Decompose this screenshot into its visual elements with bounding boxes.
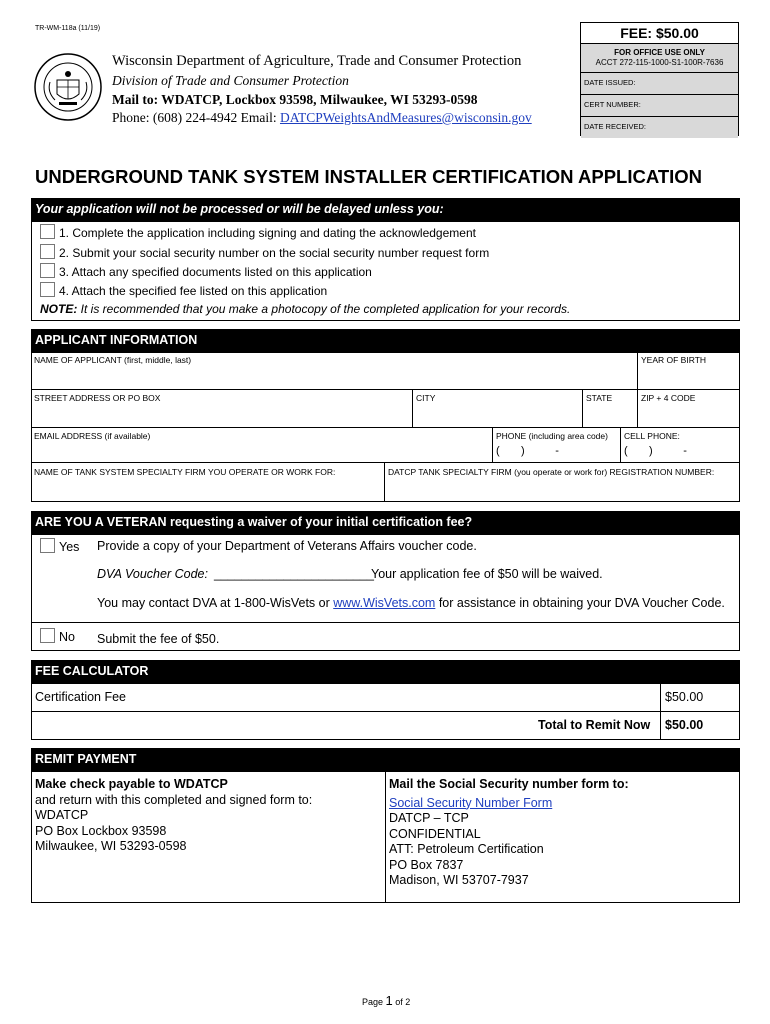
- veteran-yes: [40, 538, 79, 554]
- phone-mask: ( ) -: [496, 445, 559, 457]
- remit-right-title: Mail the Social Security number form to:: [389, 777, 629, 791]
- total-label: Total to Remit Now: [538, 718, 651, 732]
- instructions-header: Your application will not be processed or will be delayed unless you:: [31, 198, 740, 221]
- remit-left-line: and return with this completed and signed form to:: [35, 792, 313, 807]
- instruction-item: [40, 263, 372, 279]
- veteran-no-checkbox[interactable]: [40, 628, 55, 643]
- remit-right-line: CONFIDENTIAL: [389, 826, 481, 841]
- remit-left-line: WDATCP: [35, 808, 89, 822]
- instruction-text: 3. Attach any specified documents listed on this application: [59, 265, 372, 279]
- veteran-yes-checkbox[interactable]: [40, 538, 55, 553]
- city-label: CITY: [416, 393, 436, 403]
- dva-contact: [97, 596, 725, 610]
- instruction-item: [40, 224, 476, 240]
- cert-fee-label: Certification Fee: [35, 690, 127, 704]
- cert-fee-amount: $50.00: [665, 690, 704, 704]
- note-label: NOTE:: [40, 302, 78, 316]
- firm-label: NAME OF TANK SYSTEM SPECIALTY FIRM YOU OPERATE OR WORK FOR:: [34, 467, 336, 477]
- remit-left-line: PO Box Lockbox 93598: [35, 823, 167, 838]
- veteran-header: ARE YOU A VETERAN requesting a waiver of your initial certification fee?: [31, 511, 740, 534]
- page-title: UNDERGROUND TANK SYSTEM INSTALLER CERTIFICATION APPLICATION: [35, 166, 703, 187]
- instruction-item: [40, 282, 327, 298]
- wisvets-link[interactable]: www.WisVets.com: [333, 596, 436, 610]
- office-use-box: [580, 22, 739, 136]
- page-word: Page: [362, 997, 386, 1007]
- total-amount: $50.00: [665, 718, 704, 732]
- voucher-label: DVA Voucher Code:: [97, 567, 208, 581]
- ssn-form-link[interactable]: Social Security Number Form: [389, 795, 553, 810]
- office-use-label: FOR OFFICE USE ONLY: [581, 44, 738, 70]
- zip-field[interactable]: [638, 390, 740, 428]
- applicant-header: APPLICANT INFORMATION: [31, 329, 740, 352]
- remit-right-line: DATCP – TCP: [389, 811, 469, 825]
- no-label: No: [59, 630, 75, 644]
- instruction-text: 1. Complete the application including signing and dating the acknowledgement: [59, 226, 476, 240]
- org-name: Wisconsin Department of Agriculture, Trade and Consumer Protection: [112, 53, 522, 69]
- form-id: TR-WM-118a (11/19): [35, 25, 101, 32]
- remit-left-title: Make check payable to WDATCP: [35, 777, 228, 791]
- city-field[interactable]: [413, 390, 583, 428]
- remit-header: REMIT PAYMENT: [31, 748, 740, 771]
- phone-label: PHONE (including area code): [496, 431, 608, 441]
- state-field[interactable]: [583, 390, 638, 428]
- email-label: EMAIL ADDRESS (if available): [34, 431, 151, 441]
- instruction-checkbox[interactable]: [40, 224, 55, 239]
- remit-right-line: Madison, WI 53707-7937: [389, 873, 529, 887]
- no-text: Submit the fee of $50.: [97, 632, 220, 646]
- remit-column-divider: [385, 771, 386, 903]
- registration-field[interactable]: [385, 463, 740, 502]
- page-number: [362, 993, 410, 1008]
- year-label: YEAR OF BIRTH: [641, 355, 707, 365]
- contact-post: for assistance in obtaining your DVA Voucher Code.: [435, 596, 725, 610]
- email-field[interactable]: [31, 428, 493, 463]
- yes-text: Provide a copy of your Department of Veterans Affairs voucher code.: [97, 539, 477, 553]
- year-field[interactable]: [638, 352, 740, 390]
- cert-number: CERT NUMBER:: [581, 94, 738, 116]
- state-label: STATE: [586, 393, 613, 403]
- remit-right-line: PO Box 7837: [389, 857, 464, 872]
- phone-text: Phone: (608) 224-4942 Email:: [112, 110, 280, 125]
- divider: [31, 622, 740, 623]
- state-seal-icon: [33, 52, 103, 122]
- yes-label: Yes: [59, 540, 80, 554]
- phone-email: [112, 110, 532, 126]
- date-received: DATE RECEIVED:: [581, 116, 738, 138]
- cell-field[interactable]: [621, 428, 740, 463]
- note-text: It is recommended that you make a photocopy of the completed application for your records.: [77, 302, 571, 316]
- zip-label: ZIP + 4 CODE: [641, 393, 696, 403]
- phone-field[interactable]: [493, 428, 621, 463]
- instruction-checkbox[interactable]: [40, 282, 55, 297]
- note: [40, 302, 570, 316]
- mail-to: Mail to: WDATCP, Lockbox 93598, Milwaukee, WI 53293-0598: [112, 92, 478, 107]
- contact-pre: You may contact DVA at 1-800-WisVets or: [97, 596, 334, 610]
- fee-header: FEE CALCULATOR: [31, 660, 740, 683]
- instruction-item: [40, 244, 489, 260]
- division-name: Division of Trade and Consumer Protection: [112, 73, 349, 88]
- instruction-checkbox[interactable]: [40, 263, 55, 278]
- firm-field[interactable]: [31, 463, 385, 502]
- cell-mask: ( ) -: [624, 445, 687, 457]
- email-link[interactable]: DATCPWeightsAndMeasures@wisconsin.gov: [279, 110, 532, 125]
- date-issued: DATE ISSUED:: [581, 72, 738, 94]
- instruction-checkbox[interactable]: [40, 244, 55, 259]
- name-label: NAME OF APPLICANT (first, middle, last): [34, 355, 192, 365]
- instruction-text: 4. Attach the specified fee listed on this application: [59, 284, 328, 298]
- fee-column-divider: [660, 683, 661, 740]
- page-of: of 2: [392, 997, 411, 1007]
- acct-number: ACCT 272-115-1000-S1-100R-7636: [581, 58, 738, 72]
- veteran-no: [40, 628, 75, 644]
- name-field[interactable]: [31, 352, 638, 390]
- fee-divider: [31, 711, 740, 712]
- remit-left-line: Milwaukee, WI 53293-0598: [35, 839, 187, 853]
- remit-left: [35, 777, 312, 855]
- remit-right: [389, 777, 629, 889]
- instruction-text: 2. Submit your social security number on the social security number request form: [59, 246, 490, 260]
- page-num: 1: [385, 993, 393, 1008]
- cell-label: CELL PHONE:: [624, 431, 680, 441]
- fee-waived-text: Your application fee of $50 will be waived.: [371, 567, 603, 581]
- voucher-input[interactable]: _______________________: [214, 567, 374, 581]
- registration-label: DATCP TANK SPECIALTY FIRM (you operate or work for) REGISTRATION NUMBER:: [388, 467, 715, 477]
- street-label: STREET ADDRESS OR PO BOX: [34, 393, 161, 403]
- remit-right-line: ATT: Petroleum Certification: [389, 842, 544, 856]
- fee-amount: FEE: $50.00: [581, 23, 738, 44]
- street-field[interactable]: [31, 390, 413, 428]
